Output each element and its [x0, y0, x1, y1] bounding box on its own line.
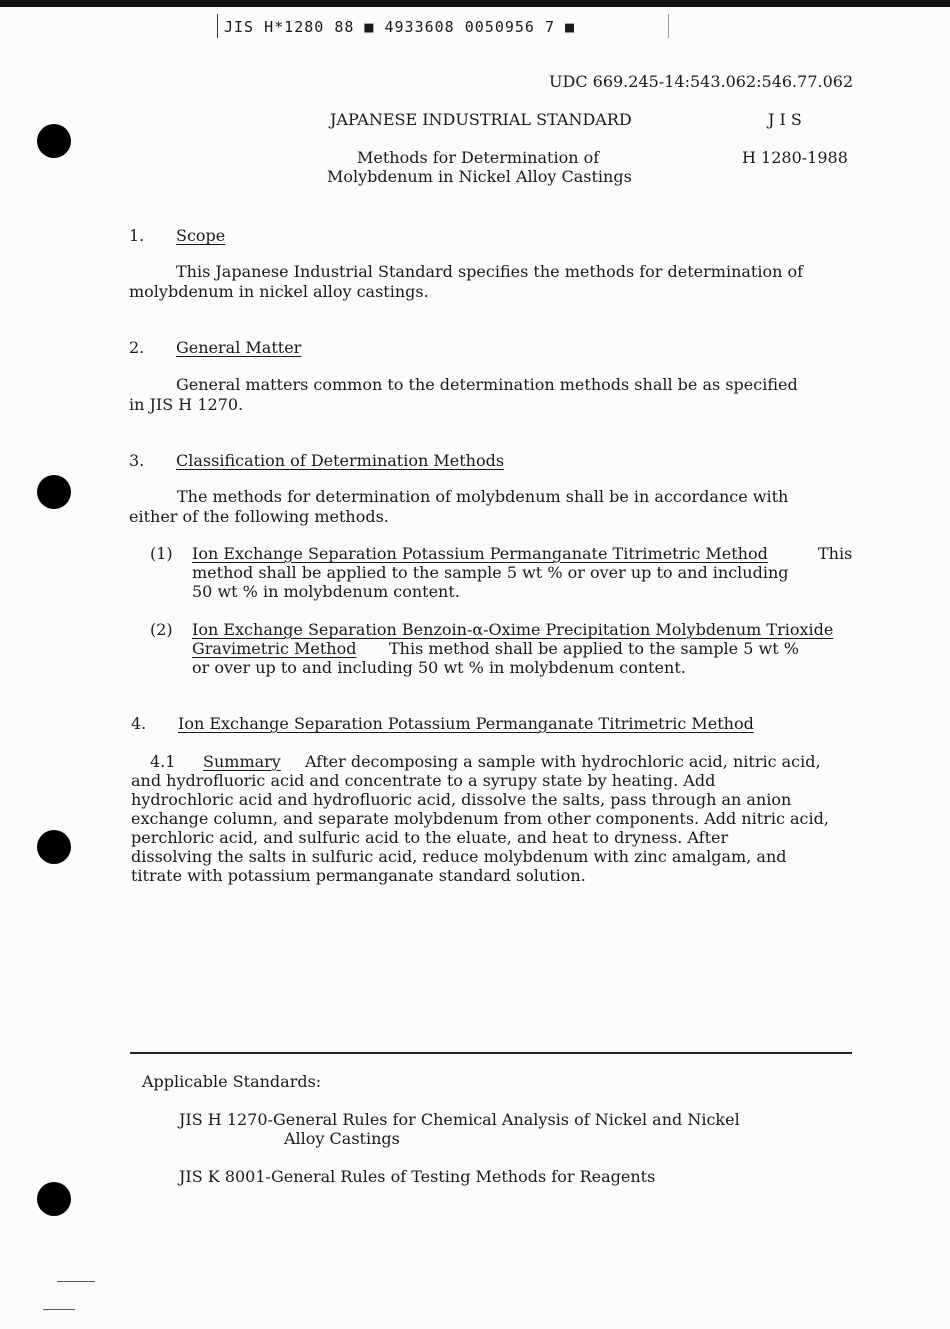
punch-hole — [37, 1182, 71, 1216]
title-line-2: Molybdenum in Nickel Alloy Castings — [327, 167, 632, 186]
method-2-text: This method shall be applied to the sample 5 wt % — [389, 639, 799, 658]
section-1-title: Scope — [176, 226, 226, 245]
method-1-number: (1) — [150, 544, 173, 563]
method-1-title: Ion Exchange Separation Potassium Permanganate Titrimetric Method — [192, 544, 768, 563]
method-1-text: 50 wt % in molybdenum content. — [192, 582, 460, 601]
section-3-title: Classification of Determination Methods — [176, 451, 505, 470]
summary-line: After decomposing a sample with hydrochloric acid, nitric acid, — [305, 752, 821, 771]
reference-1: Alloy Castings — [284, 1129, 400, 1148]
section-3-body: either of the following methods. — [129, 507, 389, 526]
method-1-text: method shall be applied to the sample 5 wt % or over up to and including — [192, 563, 789, 582]
reference-1: JIS H 1270-General Rules for Chemical Analysis of Nickel and Nickel — [179, 1110, 740, 1129]
title-line-1: Methods for Determination of — [357, 148, 600, 167]
method-2-title: Ion Exchange Separation Benzoin-α-Oxime Precipitation Molybdenum Trioxide — [192, 620, 834, 639]
section-2-number: 2. — [129, 338, 145, 357]
footnote-divider — [130, 1052, 852, 1054]
section-2-body: in JIS H 1270. — [129, 395, 244, 414]
summary-line: dissolving the salts in sulfuric acid, reduce molybdenum with zinc amalgam, and — [131, 847, 787, 866]
udc-code: UDC 669.245-14:543.062:546.77.062 — [549, 72, 854, 91]
section-1-body: molybdenum in nickel alloy castings. — [129, 282, 429, 301]
standard-label: JAPANESE INDUSTRIAL STANDARD — [330, 110, 632, 129]
punch-hole — [37, 830, 71, 864]
summary-line: perchloric acid, and sulfuric acid to the eluate, and heat to dryness. After — [131, 828, 729, 847]
punch-hole — [37, 475, 71, 509]
jis-label: J I S — [768, 110, 802, 129]
section-3-body: The methods for determination of molybdenum shall be in accordance with — [177, 487, 789, 506]
section-2-body: General matters common to the determination methods shall be as specified — [176, 375, 798, 394]
method-2-text: or over up to and including 50 wt % in molybdenum content. — [192, 658, 686, 677]
margin-mark — [43, 1309, 75, 1310]
header-code: JIS H*1280 88 ■ 4933608 0050956 7 ■ — [217, 14, 669, 38]
section-4-title: Ion Exchange Separation Potassium Permanganate Titrimetric Method — [178, 714, 754, 733]
section-1-body: This Japanese Industrial Standard specifies the methods for determination of — [176, 262, 804, 281]
summary-line: and hydrofluoric acid and concentrate to a syrupy state by heating. Add — [131, 771, 716, 790]
section-3-number: 3. — [129, 451, 145, 470]
scan-top-edge — [0, 0, 950, 7]
applicable-standards-label: Applicable Standards: — [142, 1072, 322, 1091]
section-1-number: 1. — [129, 226, 145, 245]
method-1-text: This — [818, 544, 853, 563]
summary-line: hydrochloric acid and hydrofluoric acid, dissolve the salts, pass through an anion — [131, 790, 792, 809]
subsection-number: 4.1 — [150, 752, 176, 771]
margin-mark — [57, 1281, 95, 1282]
subsection-title: Summary — [203, 752, 281, 771]
punch-hole — [37, 124, 71, 158]
method-2-number: (2) — [150, 620, 173, 639]
standard-number: H 1280-1988 — [742, 148, 848, 167]
summary-line: titrate with potassium permanganate standard solution. — [131, 866, 586, 885]
reference-2: JIS K 8001-General Rules of Testing Methods for Reagents — [179, 1167, 656, 1186]
section-4-number: 4. — [131, 714, 147, 733]
summary-line: exchange column, and separate molybdenum from other components. Add nitric acid, — [131, 809, 829, 828]
section-2-title: General Matter — [176, 338, 302, 357]
method-2-title: Gravimetric Method — [192, 639, 357, 658]
